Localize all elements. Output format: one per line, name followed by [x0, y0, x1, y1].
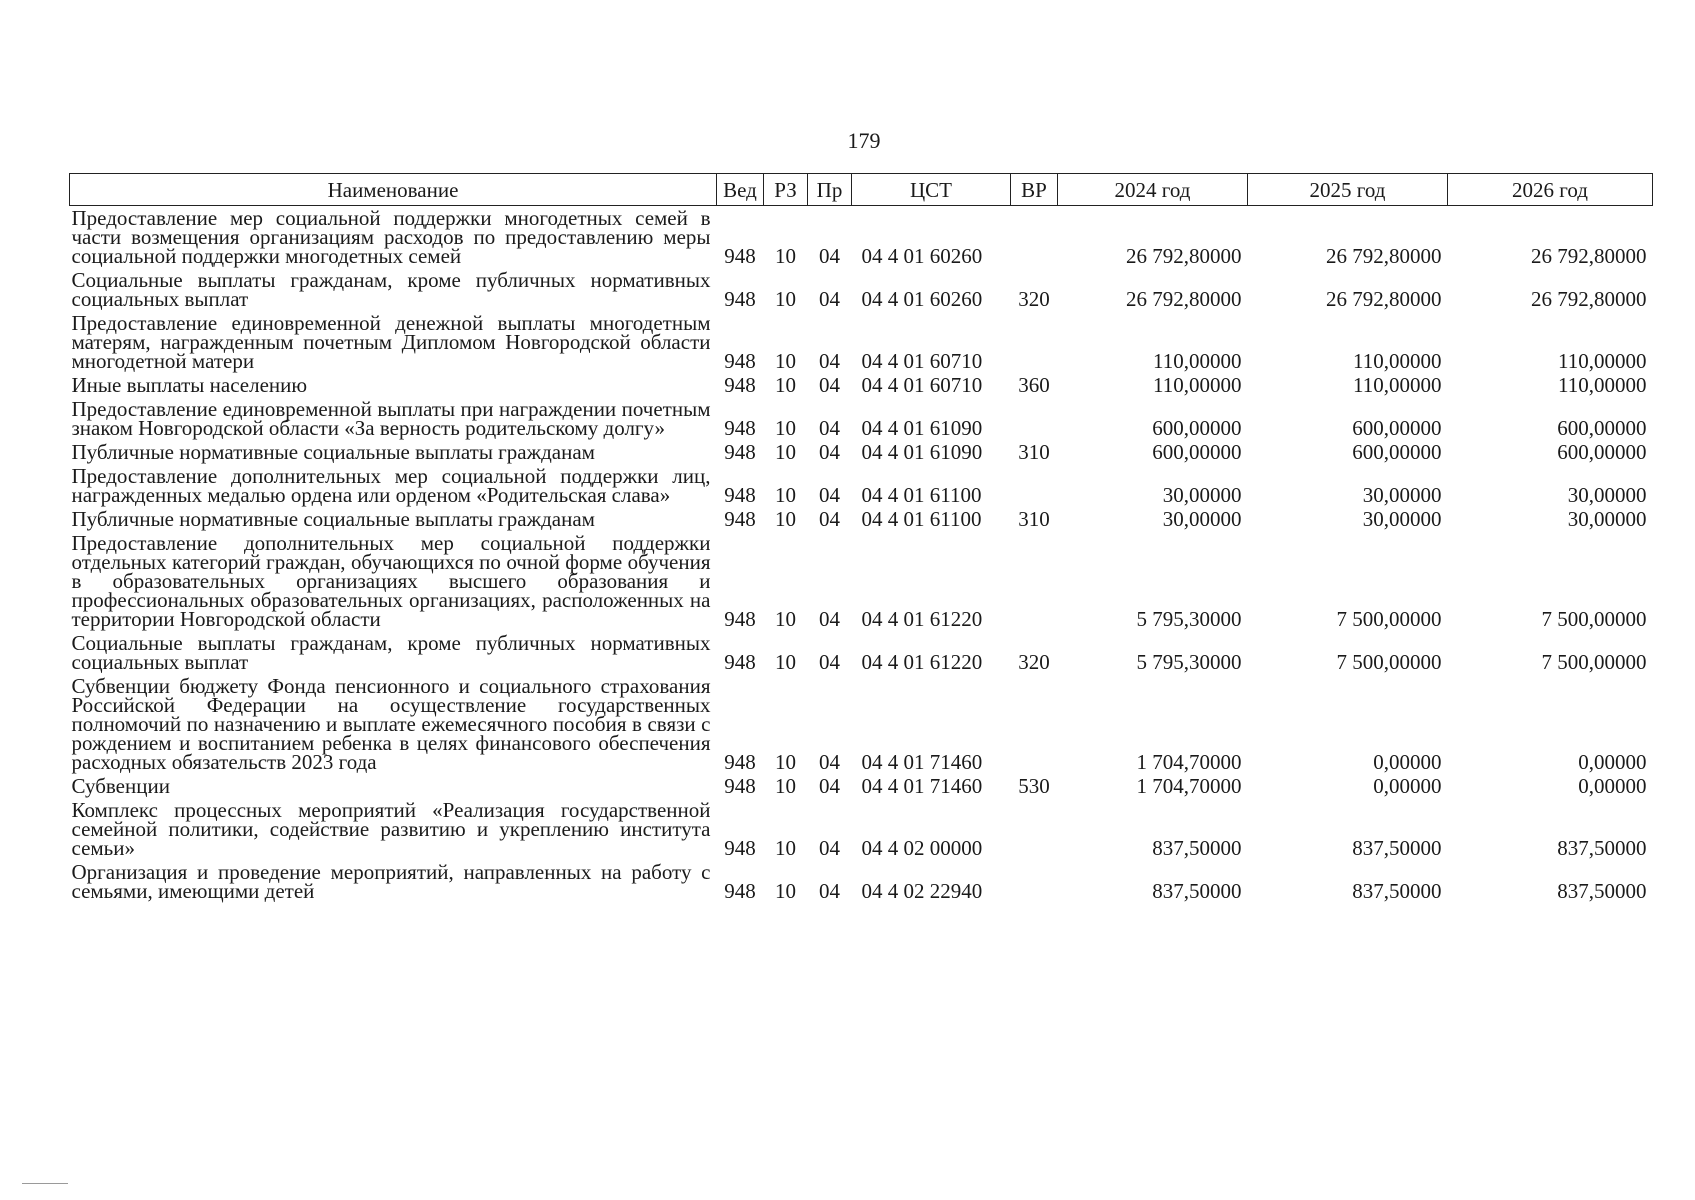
row-cst: 04 4 01 61220 — [861, 607, 983, 631]
row-amount-2026: 600,00000 — [1557, 440, 1647, 464]
row-vr: 360 — [1018, 373, 1050, 397]
row-ved: 948 — [724, 836, 756, 860]
row-name: Организация и проведение мероприятий, направленных на работу с семьями, имеющими детей — [71, 860, 711, 903]
table-row — [70, 774, 1653, 798]
row-amount-2024: 30,00000 — [1162, 507, 1242, 531]
row-vr: 530 — [1018, 774, 1050, 798]
row-cst: 04 4 01 60710 — [861, 349, 983, 373]
table-row — [70, 464, 1653, 507]
row-amount-2026: 110,00000 — [1558, 373, 1647, 397]
row-amount-2024: 600,00000 — [1152, 416, 1242, 440]
row-ved: 948 — [724, 440, 756, 464]
row-amount-2025: 600,00000 — [1352, 440, 1442, 464]
row-rz: 10 — [775, 607, 796, 631]
row-name: Предоставление дополнительных мер социальной поддержки лиц, награжденных медалью ордена или орденом «Родительская слава» — [71, 464, 711, 507]
row-amount-2024: 30,00000 — [1162, 483, 1242, 507]
row-amount-2026: 30,00000 — [1567, 483, 1647, 507]
row-pr: 04 — [819, 774, 840, 798]
header-2025: 2025 год — [1248, 174, 1448, 206]
budget-table — [69, 173, 1653, 903]
row-pr: 04 — [819, 373, 840, 397]
header-cst: ЦСТ — [852, 174, 1011, 206]
row-cst: 04 4 02 00000 — [861, 836, 983, 860]
row-amount-2024: 5 795,30000 — [1136, 650, 1242, 674]
row-amount-2024: 5 795,30000 — [1136, 607, 1242, 631]
row-name: Предоставление единовременной денежной выплаты многодетным матерям, награжденным почетным Дипломом Новгородской области многодетной матери — [71, 311, 711, 373]
row-amount-2025: 7 500,00000 — [1336, 607, 1442, 631]
row-amount-2024: 1 704,70000 — [1136, 750, 1242, 774]
row-ved: 948 — [724, 244, 756, 268]
row-cst: 04 4 01 61220 — [861, 650, 983, 674]
row-rz: 10 — [775, 650, 796, 674]
row-rz: 10 — [775, 750, 796, 774]
row-cst: 04 4 01 61100 — [861, 483, 982, 507]
row-name: Социальные выплаты гражданам, кроме публичных нормативных социальных выплат — [71, 268, 711, 311]
row-ved: 948 — [724, 879, 756, 903]
page-number: 179 — [847, 128, 881, 153]
row-amount-2025: 600,00000 — [1352, 416, 1442, 440]
header-rz: РЗ — [764, 174, 808, 206]
header-pr: Пр — [808, 174, 852, 206]
row-amount-2026: 26 792,80000 — [1531, 287, 1647, 311]
row-ved: 948 — [724, 507, 756, 531]
row-pr: 04 — [819, 507, 840, 531]
table-row — [70, 798, 1653, 860]
row-pr: 04 — [819, 244, 840, 268]
row-pr: 04 — [819, 440, 840, 464]
row-name: Предоставление мер социальной поддержки многодетных семей в части возмещения организациям расходов по предоставлению меры социальной поддержки многодетных семей — [71, 206, 711, 268]
row-ved: 948 — [724, 287, 756, 311]
row-rz: 10 — [775, 440, 796, 464]
row-pr: 04 — [819, 836, 840, 860]
row-rz: 10 — [775, 836, 796, 860]
row-ved: 948 — [724, 349, 756, 373]
row-amount-2025: 30,00000 — [1362, 483, 1442, 507]
header-2026: 2026 год — [1448, 174, 1653, 206]
row-pr: 04 — [819, 607, 840, 631]
row-ved: 948 — [724, 774, 756, 798]
table-header-row — [70, 174, 1653, 206]
row-vr — [1011, 860, 1058, 903]
row-name: Субвенции — [71, 774, 170, 798]
header-2024: 2024 год — [1058, 174, 1248, 206]
table-row — [70, 440, 1653, 464]
row-amount-2025: 30,00000 — [1362, 507, 1442, 531]
row-vr — [1011, 464, 1058, 507]
row-cst: 04 4 01 60260 — [861, 244, 983, 268]
header-name: Наименование — [70, 174, 717, 206]
row-amount-2026: 600,00000 — [1557, 416, 1647, 440]
row-ved: 948 — [724, 607, 756, 631]
row-cst: 04 4 01 61090 — [861, 416, 983, 440]
row-amount-2026: 7 500,00000 — [1541, 607, 1647, 631]
row-name: Публичные нормативные социальные выплаты гражданам — [71, 507, 595, 531]
row-pr: 04 — [819, 287, 840, 311]
row-amount-2025: 110,00000 — [1353, 373, 1442, 397]
row-amount-2025: 26 792,80000 — [1326, 287, 1442, 311]
row-name: Комплекс процессных мероприятий «Реализация государственной семейной политики, содействие развитию и укреплению института семьи» — [71, 798, 711, 860]
row-amount-2024: 837,50000 — [1152, 879, 1242, 903]
row-cst: 04 4 01 61090 — [861, 440, 983, 464]
row-amount-2025: 0,00000 — [1373, 750, 1442, 774]
table-row — [70, 531, 1653, 631]
table-row — [70, 373, 1653, 397]
table-row — [70, 311, 1653, 373]
row-ved: 948 — [724, 416, 756, 440]
row-rz: 10 — [775, 507, 796, 531]
row-cst: 04 4 01 71460 — [861, 774, 983, 798]
row-amount-2024: 26 792,80000 — [1126, 244, 1242, 268]
row-vr — [1011, 397, 1058, 440]
row-amount-2025: 0,00000 — [1373, 774, 1442, 798]
row-amount-2024: 110,00000 — [1153, 373, 1242, 397]
row-amount-2026: 110,00000 — [1558, 349, 1647, 373]
row-amount-2026: 837,50000 — [1557, 879, 1647, 903]
row-pr: 04 — [819, 879, 840, 903]
row-cst: 04 4 01 60710 — [861, 373, 983, 397]
row-amount-2025: 7 500,00000 — [1336, 650, 1442, 674]
row-vr: 320 — [1018, 287, 1050, 311]
row-amount-2026: 0,00000 — [1578, 750, 1647, 774]
row-amount-2025: 837,50000 — [1352, 836, 1442, 860]
row-pr: 04 — [819, 750, 840, 774]
table-row — [70, 206, 1653, 269]
row-amount-2025: 110,00000 — [1353, 349, 1442, 373]
row-name: Публичные нормативные социальные выплаты гражданам — [71, 440, 595, 464]
row-rz: 10 — [775, 416, 796, 440]
row-ved: 948 — [724, 373, 756, 397]
row-cst: 04 4 01 61100 — [861, 507, 982, 531]
row-rz: 10 — [775, 373, 796, 397]
row-vr — [1011, 798, 1058, 860]
row-rz: 10 — [775, 774, 796, 798]
row-vr: 310 — [1018, 507, 1050, 531]
row-amount-2026: 30,00000 — [1567, 507, 1647, 531]
row-ved: 948 — [724, 650, 756, 674]
row-pr: 04 — [819, 349, 840, 373]
row-name: Предоставление единовременной выплаты при награждении почетным знаком Новгородской области «За верность родительскому долгу» — [71, 397, 711, 440]
row-vr — [1011, 531, 1058, 631]
row-amount-2024: 110,00000 — [1153, 349, 1242, 373]
table-body — [70, 206, 1653, 904]
row-vr — [1011, 206, 1058, 269]
row-amount-2024: 600,00000 — [1152, 440, 1242, 464]
row-name: Субвенции бюджету Фонда пенсионного и социального страхования Российской Федерации на осуществление государственных полномочий по назначению и выплате ежемесячного пособия в связи с рождением и воспитанием ребенка в целях финансового обеспечения расходных обязательств 2023 года — [71, 674, 711, 774]
row-name: Иные выплаты населению — [71, 373, 308, 397]
row-vr: 320 — [1018, 650, 1050, 674]
row-name: Социальные выплаты гражданам, кроме публичных нормативных социальных выплат — [71, 631, 711, 674]
row-ved: 948 — [724, 750, 756, 774]
row-amount-2024: 1 704,70000 — [1136, 774, 1242, 798]
row-amount-2026: 0,00000 — [1578, 774, 1647, 798]
row-amount-2025: 26 792,80000 — [1326, 244, 1442, 268]
row-vr: 310 — [1018, 440, 1050, 464]
row-cst: 04 4 02 22940 — [861, 879, 983, 903]
scan-mark — [22, 1183, 68, 1184]
table-row — [70, 674, 1653, 774]
row-vr — [1011, 311, 1058, 373]
row-pr: 04 — [819, 483, 840, 507]
row-rz: 10 — [775, 879, 796, 903]
header-vr: ВР — [1011, 174, 1058, 206]
row-amount-2025: 837,50000 — [1352, 879, 1442, 903]
row-cst: 04 4 01 60260 — [861, 287, 983, 311]
row-vr — [1011, 674, 1058, 774]
row-name: Предоставление дополнительных мер социальной поддержки отдельных категорий граждан, обучающихся по очной форме обучения в образовательных организациях высшего образования и профессиональных образовательных организациях, расположенных на территории Новгородской области — [71, 531, 711, 631]
table-row — [70, 860, 1653, 903]
row-amount-2026: 26 792,80000 — [1531, 244, 1647, 268]
row-ved: 948 — [724, 483, 756, 507]
table-row — [70, 507, 1653, 531]
row-rz: 10 — [775, 349, 796, 373]
row-pr: 04 — [819, 650, 840, 674]
table-row — [70, 631, 1653, 674]
row-amount-2026: 7 500,00000 — [1541, 650, 1647, 674]
row-rz: 10 — [775, 287, 796, 311]
row-cst: 04 4 01 71460 — [861, 750, 983, 774]
row-amount-2024: 837,50000 — [1152, 836, 1242, 860]
row-amount-2024: 26 792,80000 — [1126, 287, 1242, 311]
table-row — [70, 268, 1653, 311]
header-ved: Вед — [717, 174, 764, 206]
row-pr: 04 — [819, 416, 840, 440]
row-rz: 10 — [775, 244, 796, 268]
row-rz: 10 — [775, 483, 796, 507]
row-amount-2026: 837,50000 — [1557, 836, 1647, 860]
table-row — [70, 397, 1653, 440]
